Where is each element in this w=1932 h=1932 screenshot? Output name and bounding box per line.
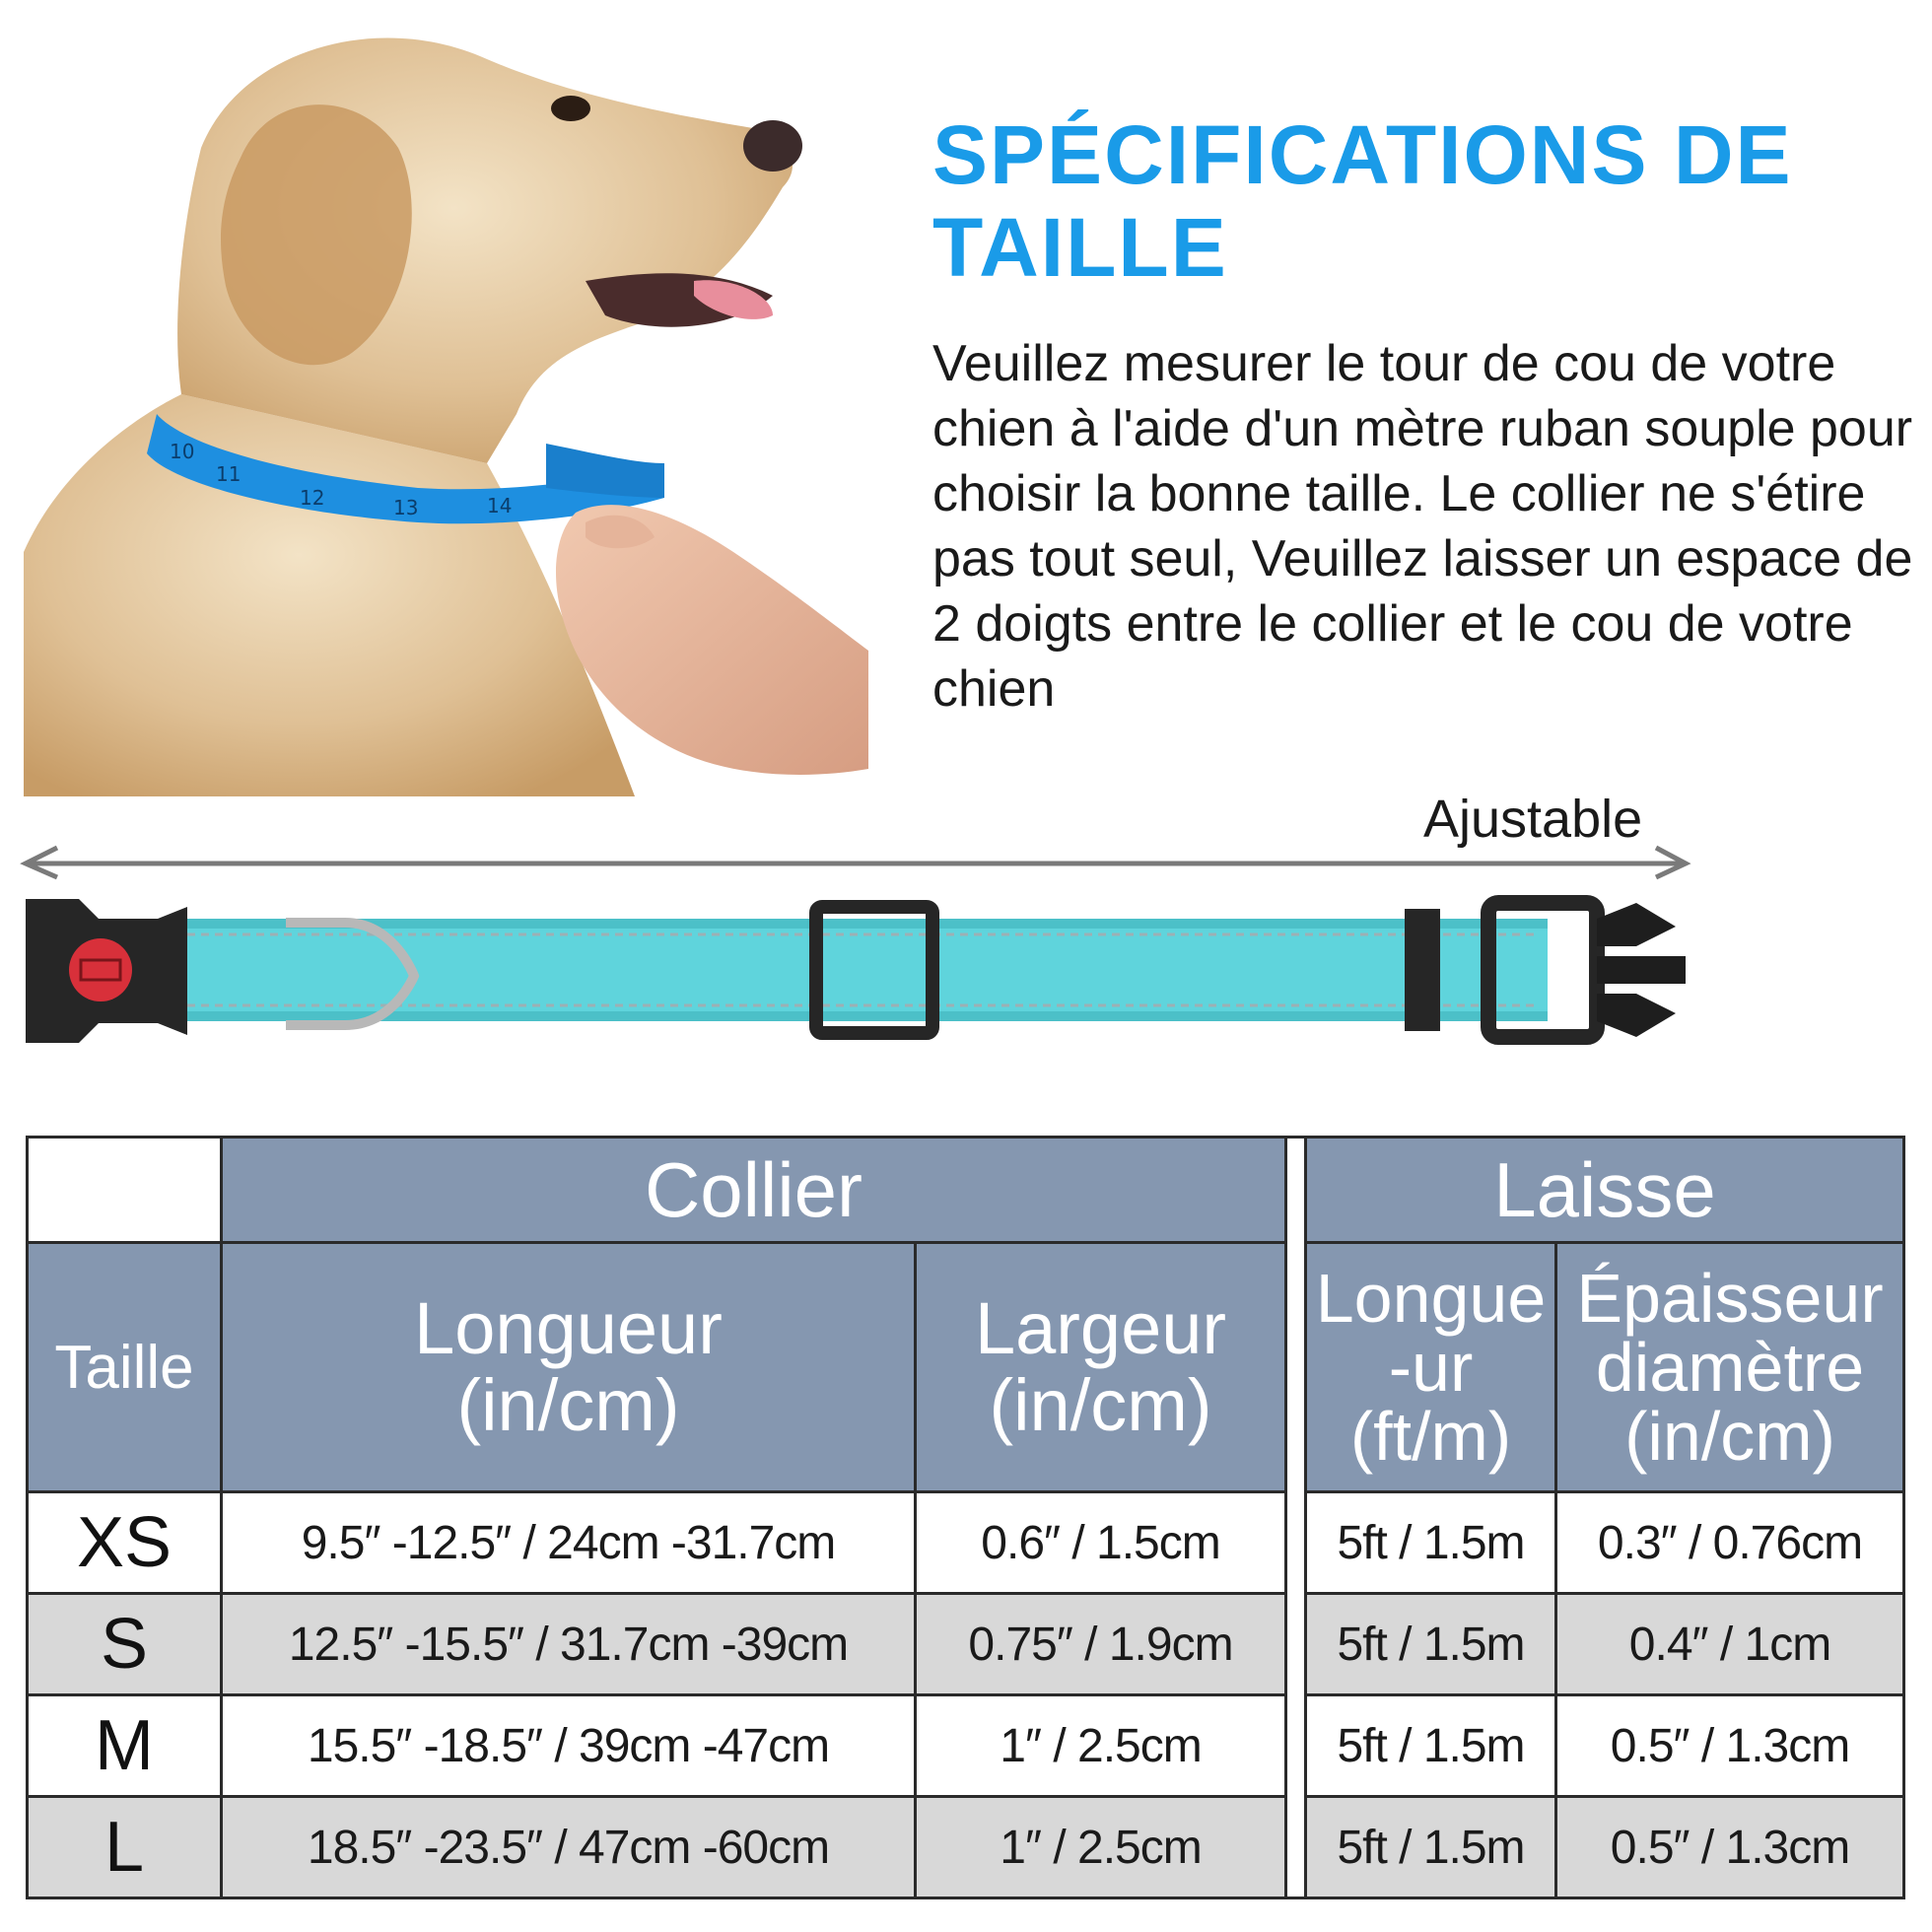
- length-cell: 18.5″ -23.5″ / 47cm -60cm: [222, 1797, 916, 1898]
- group-header-leash: Laisse: [1306, 1138, 1904, 1243]
- length-cell: 12.5″ -15.5″ / 31.7cm -39cm: [222, 1594, 916, 1695]
- col-header-leash-length: [1306, 1243, 1556, 1492]
- col-header-collar-length: [222, 1243, 916, 1492]
- puppy-measuring-photo: [24, 0, 868, 796]
- leash-length-cell: 5ft / 1.5m: [1306, 1492, 1556, 1594]
- tape-number: 10: [170, 440, 195, 463]
- adjustable-label: Ajustable: [1423, 790, 1643, 849]
- tape-number: 12: [300, 486, 325, 510]
- col-header-collar-width: [916, 1243, 1286, 1492]
- width-cell: 1″ / 2.5cm: [916, 1797, 1286, 1898]
- width-cell: 0.6″ / 1.5cm: [916, 1492, 1286, 1594]
- header-line: (in/cm): [989, 1364, 1212, 1446]
- col-header-leash-thickness: [1556, 1243, 1904, 1492]
- group-header-collar: Collier: [222, 1138, 1286, 1243]
- table-row: [28, 1492, 1904, 1594]
- tape-number: 13: [393, 496, 419, 519]
- header-line: (in/cm): [1624, 1398, 1835, 1475]
- table-divider: [1286, 1138, 1306, 1898]
- size-cell: L: [28, 1797, 222, 1898]
- thickness-cell: 0.3″ / 0.76cm: [1556, 1492, 1904, 1594]
- measuring-instructions: Veuillez mesurer le tour de cou de votre chien à l'aide d'un mètre ruban souple pour choisir la bonne taille. Le collier ne s'étire pas tout seul, Veuillez laisser un espace de 2 doigts entre le collier et le cou de votre chien: [932, 335, 1913, 718]
- table-corner: [28, 1138, 222, 1243]
- size-cell: XS: [28, 1492, 222, 1594]
- table-row: [28, 1695, 1904, 1797]
- table-row: [28, 1594, 1904, 1695]
- tape-number: 11: [216, 462, 242, 486]
- leash-length-cell: 5ft / 1.5m: [1306, 1695, 1556, 1797]
- header-line: -ur: [1388, 1329, 1474, 1406]
- leash-length-cell: 5ft / 1.5m: [1306, 1797, 1556, 1898]
- length-cell: 9.5″ -12.5″ / 24cm -31.7cm: [222, 1492, 916, 1594]
- thickness-cell: 0.4″ / 1cm: [1556, 1594, 1904, 1695]
- col-header-size: Taille: [28, 1243, 222, 1492]
- width-cell: 0.75″ / 1.9cm: [916, 1594, 1286, 1695]
- width-cell: 1″ / 2.5cm: [916, 1695, 1286, 1797]
- table-row: [28, 1797, 1904, 1898]
- tape-number: 14: [487, 494, 513, 518]
- header-line: Longueur: [414, 1287, 723, 1369]
- length-cell: 15.5″ -18.5″ / 39cm -47cm: [222, 1695, 916, 1797]
- header-line: Largeur: [974, 1287, 1227, 1369]
- header-line: diamètre: [1595, 1329, 1865, 1406]
- size-spec-table: [26, 1136, 1905, 1899]
- adjustable-arrow-icon: [26, 848, 1686, 877]
- header-line: Longue: [1315, 1260, 1547, 1337]
- thickness-cell: 0.5″ / 1.3cm: [1556, 1695, 1904, 1797]
- leash-length-cell: 5ft / 1.5m: [1306, 1594, 1556, 1695]
- header-line: (in/cm): [456, 1364, 680, 1446]
- size-cell: M: [28, 1695, 222, 1797]
- size-cell: S: [28, 1594, 222, 1695]
- header-line: (ft/m): [1349, 1398, 1512, 1475]
- thickness-cell: 0.5″ / 1.3cm: [1556, 1797, 1904, 1898]
- header-line: Épaisseur: [1576, 1260, 1884, 1337]
- page-title: SPÉCIFICATIONS DE TAILLE: [932, 108, 1793, 294]
- collar-illustration: [20, 828, 1695, 1045]
